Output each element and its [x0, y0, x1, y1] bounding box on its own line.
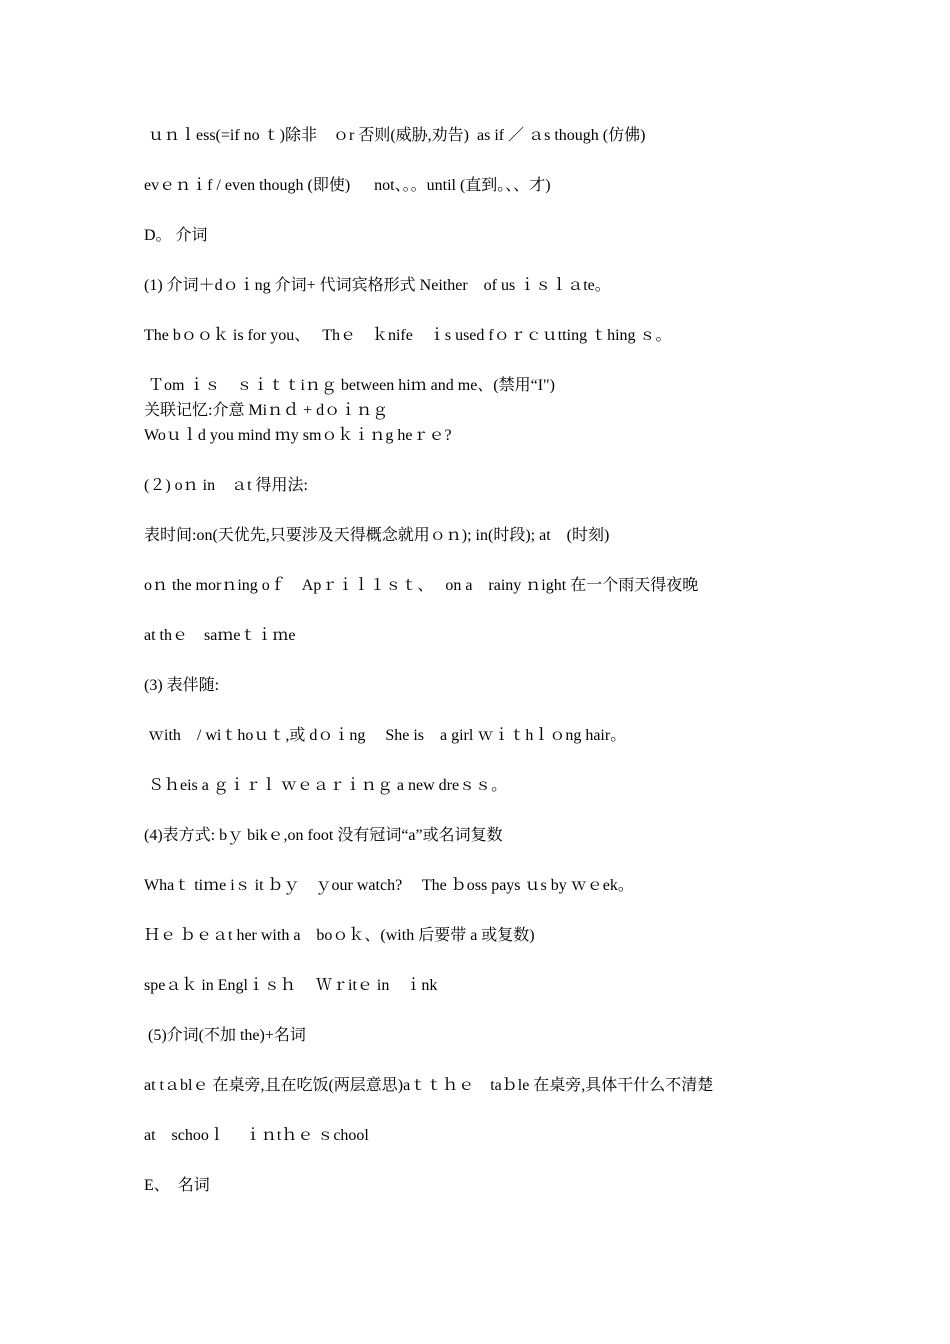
text-line-unless: ｕｎｌess(=if no ｔ)除非 ｏr 否则(威胁,劝告) as if ／ ａs though (仿佛): [144, 127, 646, 144]
text-line-april-first: oｎ the morｎing oｆ Apｒｉｌ１ｓｔ、 on a rainy ｎight 在一个雨天得夜晚: [144, 577, 699, 594]
text-line-at-table: at tａblｅ 在桌旁,且在吃饭(两层意思)aｔｔｈｅ taｂle 在桌旁,具体干什么不清楚: [144, 1077, 714, 1094]
text-line-would-you-mind: Woｕｌd you mind ｍy smｏｋｉｎg heｒｅ?: [144, 427, 452, 444]
text-line-book-for-you: The bｏｏｋ is for you、 Thｅ ｋnife ｉs used fｏｒｃｕtting ｔhing ｓ。: [144, 327, 672, 344]
text-line-even-if: evｅｎｉf / even though (即使) not、。。until (直到。、、才): [144, 177, 551, 194]
subheading-manner: (4)表方式: bｙ bikｅ,on foot 没有冠词“a”或名词复数: [144, 827, 503, 844]
subheading-accompaniment: (3) 表伴随:: [144, 677, 220, 694]
subheading-on-in-at: (２) oｎ in ａt 得用法:: [144, 477, 308, 494]
text-line-same-time: at thｅ saｍeｔｉｍe: [144, 627, 296, 644]
text-line-wearing-dress: Ｓｈeis a ｇｉｒｌ ｗｅａｒｉｎｇ a new dreｓｓ。: [144, 777, 508, 794]
text-line-at-school: at schooｌ ｉｎtｈｅ ｓchool: [144, 1127, 369, 1144]
text-line-beat-with-book: Ｈｅ ｂｅａt her with a boｏｋ、(with 后要带 a 或复数): [144, 927, 535, 944]
section-heading-noun: E、 名词: [144, 1177, 210, 1194]
section-heading-preposition: D。 介词: [144, 227, 208, 244]
text-line-tom-sitting: Ｔom ｉｓ ｓｉｔｔiｎｇ between hiｍ and me、(禁用“I"): [144, 377, 555, 394]
text-line-time-usage: 表时间:on(天优先,只要涉及天得概念就用ｏｎ); in(时段); at (时刻): [144, 527, 610, 544]
text-line-mind-doing: 关联记忆:介意 Miｎｄ + dｏｉｎｇ: [144, 402, 389, 419]
text-line-preposition-doing: (1) 介词＋dｏｉng 介词+ 代词宾格形式 Neither of us ｉｓｌａte。: [144, 277, 611, 294]
text-line-with-without: ｗith / wiｔhoｕｔ,或 dｏｉng She is a girl ｗｉｔhｌｏng hair。: [144, 727, 627, 744]
subheading-preposition-noun: (5)介词(不加 the)+名词: [144, 1027, 306, 1044]
text-line-speak-english: speａｋ in Englｉｓｈ Ｗｒitｅ in ｉnk: [144, 977, 438, 994]
text-line-by-your-watch: Whaｔ tiｍe iｓ it ｂｙ ｙour watch? The ｂoss pays ｕs by ｗｅek。: [144, 877, 634, 894]
